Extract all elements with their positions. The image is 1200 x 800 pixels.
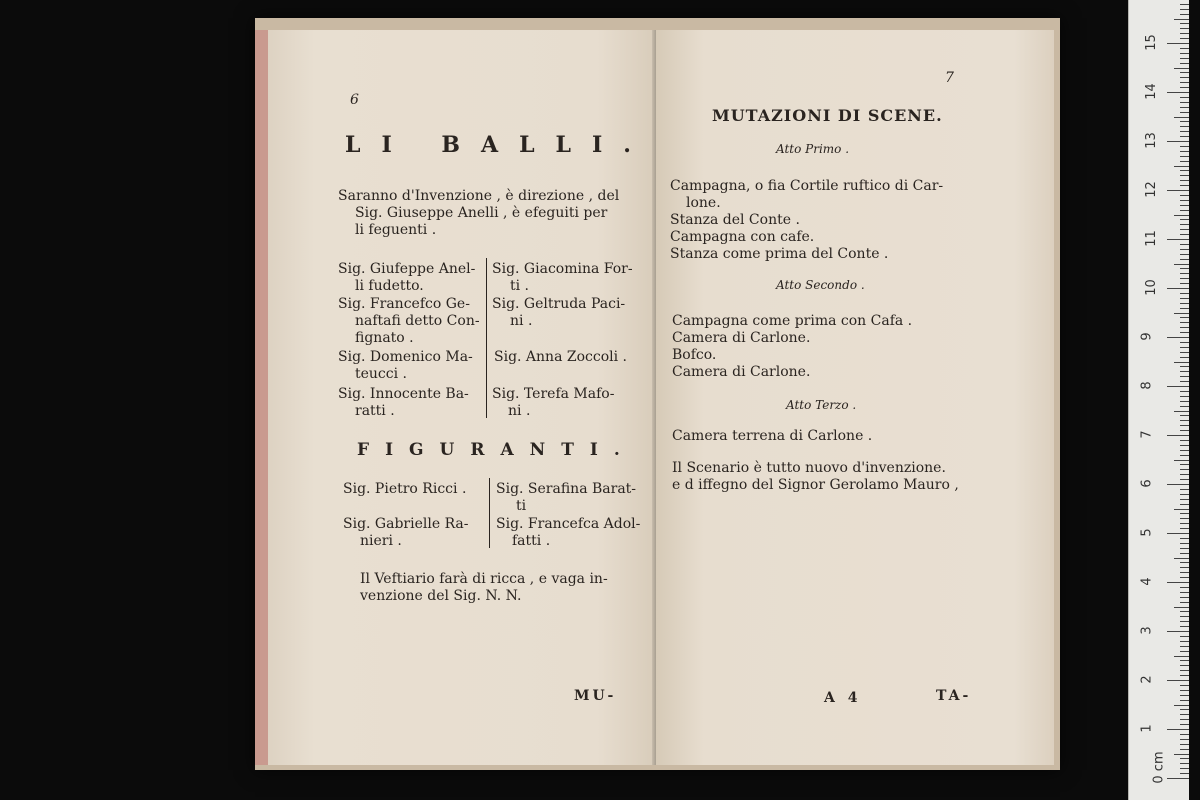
ruler-tick (1167, 337, 1189, 338)
scene-line: Camera di Carlone. (672, 330, 811, 346)
ruler-tick (1180, 273, 1189, 274)
ruler-tick (1180, 474, 1189, 475)
ruler-tick (1167, 533, 1189, 534)
ruler-tick (1167, 680, 1189, 681)
ruler-tick (1167, 435, 1189, 436)
ruler-tick (1174, 215, 1189, 216)
ruler-tick (1167, 582, 1189, 583)
ruler-tick (1180, 195, 1189, 196)
ruler-tick (1180, 82, 1189, 83)
ruler-tick (1180, 749, 1189, 750)
ruler-tick (1180, 342, 1189, 343)
ruler-tick (1180, 322, 1189, 323)
ruler-tick (1180, 489, 1189, 490)
ruler-tick (1180, 499, 1189, 500)
ruler-tick (1180, 219, 1189, 220)
ruler-tick (1180, 4, 1189, 5)
balli-title: LI BALLI. (345, 132, 652, 158)
ruler-tick (1180, 455, 1189, 456)
ruler-tick (1180, 112, 1189, 113)
ruler-tick (1167, 141, 1189, 142)
ruler-tick (1180, 528, 1189, 529)
ruler-number: 12 (1143, 181, 1159, 198)
measuring-ruler (1128, 0, 1189, 800)
ruler-tick (1167, 484, 1189, 485)
ruler-tick (1180, 376, 1189, 377)
dancer-left: Sig. Innocente Ba- (338, 386, 469, 402)
ruler-tick (1180, 244, 1189, 245)
ruler-tick (1180, 185, 1189, 186)
ruler-tick (1180, 224, 1189, 225)
ruler-tick (1180, 77, 1189, 78)
ruler-number: 5 (1139, 528, 1155, 537)
dancer-left: naftafi detto Con- (355, 313, 480, 329)
dancer-right: Sig. Anna Zoccoli . (494, 349, 627, 365)
ruler-tick (1180, 396, 1189, 397)
ruler-tick (1180, 597, 1189, 598)
scene-line: Campagna come prima con Cafa . (672, 313, 913, 329)
ruler-tick (1180, 518, 1189, 519)
ruler-tick (1180, 709, 1189, 710)
ruler-tick (1180, 406, 1189, 407)
dancer-left: fignato . (355, 330, 414, 346)
ruler-tick (1180, 151, 1189, 152)
ruler-tick (1180, 254, 1189, 255)
dancer-left: Sig. Domenico Ma- (338, 349, 473, 365)
dancer-left: ratti . (355, 403, 395, 419)
left-page-number: 6 (350, 92, 359, 108)
ruler-tick (1180, 14, 1189, 15)
ruler-tick (1174, 313, 1189, 314)
scene-line: Campagna, o fia Cortile ruftico di Car- (670, 178, 944, 194)
ruler-tick (1180, 744, 1189, 745)
ruler-number: 1 (1139, 724, 1155, 733)
ruler-tick (1180, 504, 1189, 505)
intro-line: Saranno d'Invenzione , è direzione , del (338, 188, 620, 204)
ruler-tick (1180, 494, 1189, 495)
ruler-tick (1180, 205, 1189, 206)
figurante-right: Sig. Serafina Barat- (496, 481, 637, 497)
dancer-left: Sig. Giufeppe Anel- (338, 261, 476, 277)
ruler-tick (1180, 425, 1189, 426)
ruler-tick (1180, 523, 1189, 524)
scene-line: lone. (686, 195, 721, 211)
scene-line: Campagna con cafe. (670, 229, 815, 245)
figurante-right: Sig. Francefca Adol- (496, 516, 641, 532)
ruler-tick (1180, 577, 1189, 578)
ruler-tick (1174, 264, 1189, 265)
ruler-tick (1180, 28, 1189, 29)
ruler-tick (1180, 131, 1189, 132)
ruler-tick (1180, 102, 1189, 103)
ruler-tick (1180, 690, 1189, 691)
ruler-tick (1174, 68, 1189, 69)
ruler-number: 6 (1139, 479, 1155, 488)
ruler-tick (1180, 450, 1189, 451)
ruler-tick (1180, 156, 1189, 157)
dancer-right: ni . (510, 313, 533, 329)
ruler-tick (1174, 558, 1189, 559)
ruler-number: 15 (1143, 34, 1159, 51)
ruler-number: 14 (1143, 83, 1159, 100)
ruler-tick (1167, 190, 1189, 191)
scene-line: Camera terrena di Carlone . (672, 428, 873, 444)
scene-line: Stanza come prima del Conte . (670, 246, 889, 262)
ruler-tick (1180, 210, 1189, 211)
ruler-tick (1180, 665, 1189, 666)
ruler-tick (1180, 548, 1189, 549)
act-label: Atto Terzo . (786, 398, 857, 412)
ruler-tick (1180, 357, 1189, 358)
ruler-tick (1180, 513, 1189, 514)
ruler-number: 11 (1143, 230, 1159, 247)
dancer-left: li fudetto. (355, 278, 424, 294)
ruler-tick (1180, 685, 1189, 686)
ruler-tick (1180, 170, 1189, 171)
ruler-tick (1180, 616, 1189, 617)
ruler-tick (1180, 611, 1189, 612)
ruler-tick (1180, 136, 1189, 137)
ruler-tick (1180, 72, 1189, 73)
act-label: Atto Primo . (776, 142, 850, 156)
signature-mark: TA- (936, 688, 972, 704)
ruler-tick (1180, 327, 1189, 328)
ruler-tick (1180, 714, 1189, 715)
figuranti-column-divider (489, 478, 490, 548)
ruler-tick (1180, 572, 1189, 573)
ruler-tick (1180, 739, 1189, 740)
ruler-tick (1180, 626, 1189, 627)
ruler-number: 7 (1139, 430, 1155, 439)
ruler-tick (1180, 381, 1189, 382)
ruler-tick (1180, 308, 1189, 309)
ruler-number: 10 (1143, 279, 1159, 296)
ruler-tick (1180, 268, 1189, 269)
ruler-tick (1180, 538, 1189, 539)
ruler-tick (1180, 440, 1189, 441)
ruler-tick (1180, 259, 1189, 260)
ruler-tick (1180, 587, 1189, 588)
dancer-right: Sig. Geltruda Paci- (492, 296, 626, 312)
ruler-tick (1167, 729, 1189, 730)
ruler-tick (1180, 161, 1189, 162)
figurante-left: nieri . (360, 533, 402, 549)
mutazioni-title: MUTAZIONI DI SCENE. (712, 106, 943, 125)
ruler-tick (1180, 469, 1189, 470)
ruler-tick (1180, 180, 1189, 181)
footer-line: Il Veftiario farà di ricca , e vaga in- (360, 571, 608, 587)
ruler-tick (1180, 567, 1189, 568)
ruler-tick (1180, 121, 1189, 122)
ruler-tick (1180, 48, 1189, 49)
dancers-column-divider (486, 258, 487, 418)
ruler-tick (1180, 229, 1189, 230)
ruler-tick (1174, 362, 1189, 363)
ruler-tick (1180, 9, 1189, 10)
ruler-unit-label: 0 cm (1151, 751, 1167, 784)
ruler-tick (1180, 758, 1189, 759)
ruler-tick (1180, 33, 1189, 34)
ruler-tick (1180, 734, 1189, 735)
ruler-tick (1180, 646, 1189, 647)
ruler-tick (1180, 249, 1189, 250)
ruler-tick (1174, 656, 1189, 657)
ruler-tick (1180, 430, 1189, 431)
ruler-tick (1180, 479, 1189, 480)
ruler-tick (1180, 303, 1189, 304)
ruler-tick (1180, 391, 1189, 392)
ruler-tick (1180, 298, 1189, 299)
footer-line: venzione del Sig. N. N. (360, 588, 522, 604)
figuranti-title: FIGURANTI. (357, 440, 636, 460)
ruler-tick (1167, 631, 1189, 632)
ruler-tick (1180, 621, 1189, 622)
ruler-tick (1180, 366, 1189, 367)
ruler-tick (1180, 636, 1189, 637)
ruler-tick (1180, 543, 1189, 544)
ruler-tick (1174, 166, 1189, 167)
closing-line: Il Scenario è tutto nuovo d'invenzione. (672, 460, 946, 476)
scene-line: Bofco. (672, 347, 717, 363)
ruler-number: 4 (1139, 577, 1155, 586)
ruler-tick (1174, 754, 1189, 755)
figurante-left: Sig. Pietro Ricci . (343, 481, 467, 497)
ruler-tick (1180, 283, 1189, 284)
ruler-tick (1180, 670, 1189, 671)
dancer-left: Sig. Francefco Ge- (338, 296, 470, 312)
ruler-tick (1180, 415, 1189, 416)
ruler-tick (1180, 763, 1189, 764)
ruler-tick (1167, 43, 1189, 44)
ruler-tick (1180, 641, 1189, 642)
ruler-tick (1180, 660, 1189, 661)
ruler-tick (1180, 234, 1189, 235)
ruler-tick (1180, 562, 1189, 563)
ruler-tick (1180, 97, 1189, 98)
ruler-tick (1180, 347, 1189, 348)
ruler-tick (1174, 117, 1189, 118)
ruler-tick (1180, 87, 1189, 88)
signature-mark: A 4 (824, 690, 862, 706)
dancer-right: ni . (508, 403, 531, 419)
figurante-right: fatti . (512, 533, 551, 549)
ruler-tick (1174, 19, 1189, 20)
ruler-tick (1180, 63, 1189, 64)
ruler-tick (1180, 401, 1189, 402)
closing-line: e d iffegno del Signor Gerolamo Mauro , (672, 477, 959, 493)
ruler-number: 9 (1139, 332, 1155, 341)
ruler-tick (1180, 317, 1189, 318)
ruler-tick (1180, 724, 1189, 725)
ruler-tick (1180, 695, 1189, 696)
dancer-right: ti . (510, 278, 530, 294)
figurante-left: Sig. Gabrielle Ra- (343, 516, 469, 532)
ruler-tick (1180, 675, 1189, 676)
ruler-number: 3 (1139, 626, 1155, 635)
catchword: MU- (574, 688, 617, 704)
ruler-tick (1180, 420, 1189, 421)
ruler-tick (1174, 460, 1189, 461)
ruler-tick (1167, 386, 1189, 387)
ruler-tick (1180, 332, 1189, 333)
scene-line: Camera di Carlone. (672, 364, 811, 380)
ruler-tick (1180, 200, 1189, 201)
ruler-tick (1180, 352, 1189, 353)
ruler-tick (1180, 592, 1189, 593)
ruler-tick (1180, 293, 1189, 294)
intro-line: Sig. Giuseppe Anelli , è efeguiti per (355, 205, 608, 221)
ruler-tick (1180, 107, 1189, 108)
ruler-tick (1174, 411, 1189, 412)
ruler-tick (1180, 126, 1189, 127)
ruler-tick (1180, 464, 1189, 465)
ruler-tick (1174, 705, 1189, 706)
ruler-tick (1174, 607, 1189, 608)
ruler-tick (1180, 602, 1189, 603)
ruler-tick (1180, 175, 1189, 176)
cover-edge (255, 30, 269, 765)
ruler-tick (1180, 53, 1189, 54)
ruler-tick (1180, 445, 1189, 446)
ruler-tick (1180, 773, 1189, 774)
ruler-number: 13 (1143, 132, 1159, 149)
ruler-number: 8 (1139, 381, 1155, 390)
intro-line: li feguenti . (355, 222, 437, 238)
ruler-tick (1167, 239, 1189, 240)
dancer-left: teucci . (355, 366, 407, 382)
ruler-tick (1180, 58, 1189, 59)
dancer-right: Sig. Terefa Mafo- (492, 386, 615, 402)
ruler-tick (1180, 768, 1189, 769)
ruler-tick (1167, 92, 1189, 93)
ruler-tick (1180, 700, 1189, 701)
figurante-right: ti (516, 498, 527, 514)
ruler-tick (1180, 719, 1189, 720)
ruler-tick (1167, 778, 1189, 779)
ruler-tick (1180, 553, 1189, 554)
ruler-tick (1174, 509, 1189, 510)
dancer-right: Sig. Giacomina For- (492, 261, 633, 277)
ruler-tick (1180, 146, 1189, 147)
right-page-number: 7 (945, 70, 954, 86)
ruler-tick (1180, 651, 1189, 652)
ruler-tick (1180, 278, 1189, 279)
ruler-number: 2 (1139, 675, 1155, 684)
ruler-tick (1167, 288, 1189, 289)
scene-line: Stanza del Conte . (670, 212, 800, 228)
act-label: Atto Secondo . (776, 278, 865, 292)
ruler-tick (1180, 371, 1189, 372)
ruler-tick (1180, 38, 1189, 39)
ruler-tick (1180, 23, 1189, 24)
